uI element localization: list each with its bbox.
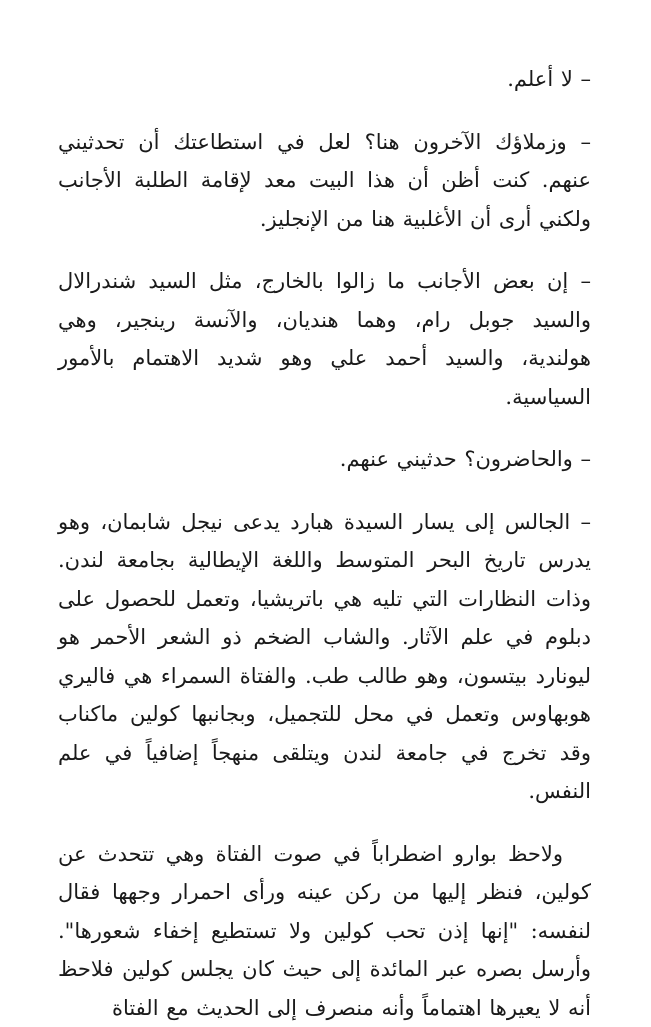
- narrative-paragraph-poirot: ولاحظ بوارو اضطراباً في صوت الفتاة وهي تتحدث عن كولين، فنظر إليها من ركن عينه ورأى احمرار وجهها فقال لنفسه: "إنها إذن تحب كولين ولا تستطيع إخفاء شعورها". وأرسل بصره عبر المائدة إلى حيث كان يجلس كولين فلاحظ أنه لا يعيرها اهتماماً وأنه منصرف إلى الحديث مع الفتاة: [58, 835, 591, 1027]
- dialogue-line-present-question: – والحاضرون؟ حدثيني عنهم.: [58, 440, 591, 479]
- dialogue-line-present-description: – الجالس إلى يسار السيدة هبارد يدعى نيجل شابمان، وهو يدرس تاريخ البحر المتوسط واللغة الإيطالية بجامعة لندن. وذات النظارات التي تليه هي باتريشيا، وتعمل للحصول على دبلوم في علم الآثار. والشاب الضخم ذو الشعر الأحمر هو ليونارد بيتسون، وهو طالب طب. والفتاة السمراء هي فاليري هوبهاوس وتعمل في محل للتجميل، وبجانبها كولين ماكناب وقد تخرج في جامعة لندن ويتلقى منهجاً إضافياً في علم النفس.: [58, 503, 591, 811]
- dialogue-line-dont-know: – لا أعلم.: [58, 60, 591, 99]
- book-page: [58, 60, 591, 1000]
- dialogue-line-colleagues-question: – وزملاؤك الآخرون هنا؟ لعل في استطاعتك أن تحدثيني عنهم. كنت أظن أن هذا البيت معد لإقامة الطلبة الأجانب ولكني أرى أن الأغلبية هنا من الإنجليز.: [58, 123, 591, 239]
- dialogue-line-foreigners-outside: – إن بعض الأجانب ما زالوا بالخارج، مثل السيد شندرالال والسيد جوبل رام، وهما هنديان، والآنسة رينجير، وهي هولندية، والسيد أحمد علي وهو شديد الاهتمام بالأمور السياسية.: [58, 262, 591, 416]
